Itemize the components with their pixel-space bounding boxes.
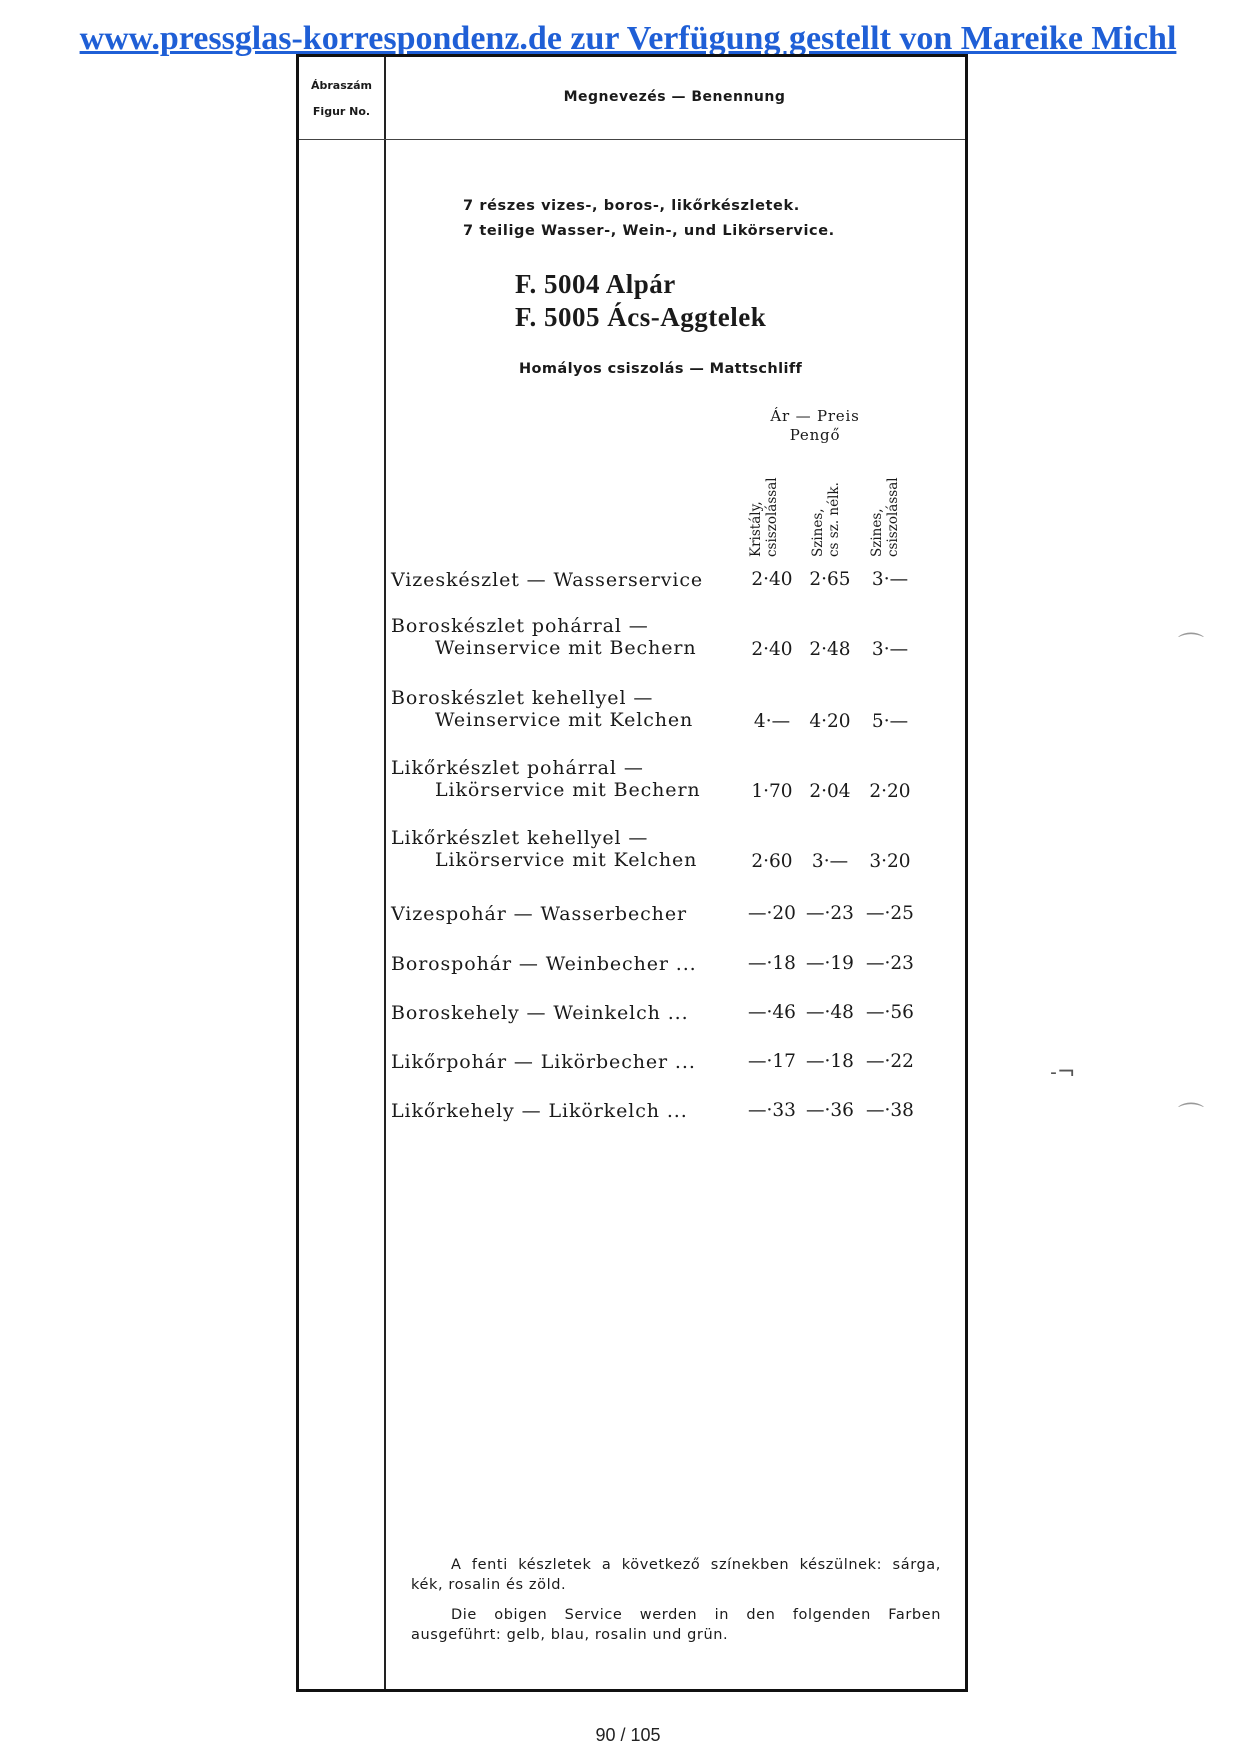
item-name-hu: Likőrpohár — Likörbecher ... (391, 1051, 696, 1073)
price-column-crystal-cut (748, 407, 784, 557)
price-row (299, 899, 971, 949)
price-colored-cut: —·38 (866, 1100, 914, 1121)
price-colored-cut: —·23 (866, 953, 914, 974)
scan-mark: ⌒ (1178, 632, 1205, 662)
item-name (391, 1100, 688, 1122)
price-crystal: 2·60 (751, 851, 793, 872)
item-name (391, 903, 687, 925)
price-colored-uncut: 3·— (811, 851, 849, 872)
price-header-line2: Pengő (789, 426, 841, 444)
color-note-de: Die obigen Service werden in den folgenden Farben ausgeführt: gelb, blau, rosalin und grün. (411, 1607, 941, 1643)
figure-number-header (299, 73, 384, 125)
item-name-de: Weinservice mit Bechern (435, 637, 697, 659)
item-name-hu: Boroskészlet kehellyel — (391, 687, 654, 709)
figure-number-header-hu: Ábraszám (310, 79, 373, 92)
price-column-1-line2: csiszolással (764, 477, 780, 557)
item-name-hu: Vizeskészlet — Wasserservice (391, 569, 704, 591)
page-indicator: 90 / 105 (595, 1725, 661, 1745)
price-column-3-line1: Szines, (869, 508, 885, 557)
price-colored-uncut: —·48 (806, 1002, 854, 1023)
price-column-2-line2: cs sz. nélk. (826, 482, 842, 557)
item-name (391, 757, 701, 801)
price-colored-cut: 3·— (871, 569, 909, 590)
item-name-hu: Borospohár — Weinbecher ... (391, 953, 697, 975)
catalog-page-frame (296, 54, 968, 1692)
price-crystal: —·17 (748, 1051, 796, 1072)
color-note-hu: A fenti készletek a következő színekben készülnek: sárga, kék, rosalin és zöld. (411, 1557, 941, 1593)
item-name (391, 615, 696, 659)
price-colored-uncut: 2·04 (809, 781, 851, 802)
price-colored-cut: 2·20 (869, 781, 911, 802)
model-5005: F. 5005 Ács-Aggtelek (515, 302, 767, 332)
price-colored-cut: —·56 (866, 1002, 914, 1023)
item-name (391, 827, 697, 871)
price-colored-uncut: —·36 (806, 1100, 854, 1121)
price-colored-uncut: 2·65 (809, 569, 851, 590)
price-crystal: —·46 (748, 1002, 796, 1023)
item-name-hu: Vizespohár — Wasserbecher (391, 903, 687, 925)
price-row (299, 949, 971, 999)
price-row (299, 757, 971, 807)
price-column-colored-cut (869, 407, 905, 557)
price-colored-uncut: —·23 (806, 903, 854, 924)
intro-de: 7 teilige Wasser-, Wein-, und Likörservice. (463, 223, 835, 239)
price-crystal: 2·40 (751, 639, 793, 660)
item-name-de: Weinservice mit Kelchen (435, 709, 694, 731)
item-name (391, 1002, 689, 1024)
intro-hu: 7 részes vizes-, boros-, likőrkészletek. (463, 198, 800, 214)
price-column-3-line2: csiszolással (885, 477, 901, 557)
item-name (391, 1051, 696, 1073)
price-row (299, 687, 971, 737)
scan-mark: ˗¬ (1050, 1060, 1076, 1085)
price-header-line1: Ár — Preis (770, 407, 860, 425)
item-name-hu: Likőrkehely — Likörkelch ... (391, 1100, 688, 1122)
price-colored-uncut: —·18 (806, 1051, 854, 1072)
item-name-hu: Boroskészlet pohárral — (391, 615, 649, 637)
item-name (391, 953, 697, 975)
item-name (391, 569, 703, 591)
price-column-2-line1: Szines, (810, 508, 826, 557)
item-name-hu: Likőrkészlet kehellyel — (391, 827, 649, 849)
price-colored-cut: —·25 (866, 903, 914, 924)
name-column-header: Megnevezés — Benennung (563, 89, 786, 105)
finish-label: Homályos csiszolás — Mattschliff (519, 361, 803, 377)
price-colored-uncut: —·19 (806, 953, 854, 974)
price-crystal: —·18 (748, 953, 796, 974)
item-name-de: Likörservice mit Bechern (435, 779, 701, 801)
item-name (391, 687, 693, 731)
header-rule (299, 139, 965, 140)
item-name-hu: Boroskehely — Weinkelch ... (391, 1002, 689, 1024)
item-name-hu: Likőrkészlet pohárral — (391, 757, 644, 779)
price-column-1-line1: Kristály, (748, 501, 764, 557)
price-crystal: 1·70 (751, 781, 793, 802)
price-colored-cut: 3·— (871, 639, 909, 660)
price-row (299, 998, 971, 1048)
price-colored-cut: —·22 (866, 1051, 914, 1072)
figure-number-header-de: Figur No. (312, 105, 371, 118)
price-colored-uncut: 2·48 (809, 639, 851, 660)
price-colored-uncut: 4·20 (809, 711, 851, 732)
price-colored-cut: 5·— (871, 711, 909, 732)
source-link[interactable]: www.pressglas-korrespondenz.de zur Verfügung gestellt von Mareike Michl (79, 20, 1177, 57)
price-row (299, 827, 971, 877)
price-crystal: —·33 (748, 1100, 796, 1121)
price-row (299, 565, 971, 615)
price-row (299, 1096, 971, 1146)
price-column-colored-uncut (810, 407, 846, 557)
scan-mark: ⌒ (1178, 1102, 1205, 1132)
price-row (299, 1047, 971, 1097)
model-5004: F. 5004 Alpár (515, 269, 676, 299)
item-name-de: Likörservice mit Kelchen (435, 849, 698, 871)
price-crystal: —·20 (748, 903, 796, 924)
price-crystal: 4·— (753, 711, 791, 732)
price-row (299, 615, 971, 665)
price-crystal: 2·40 (751, 569, 793, 590)
price-colored-cut: 3·20 (869, 851, 911, 872)
